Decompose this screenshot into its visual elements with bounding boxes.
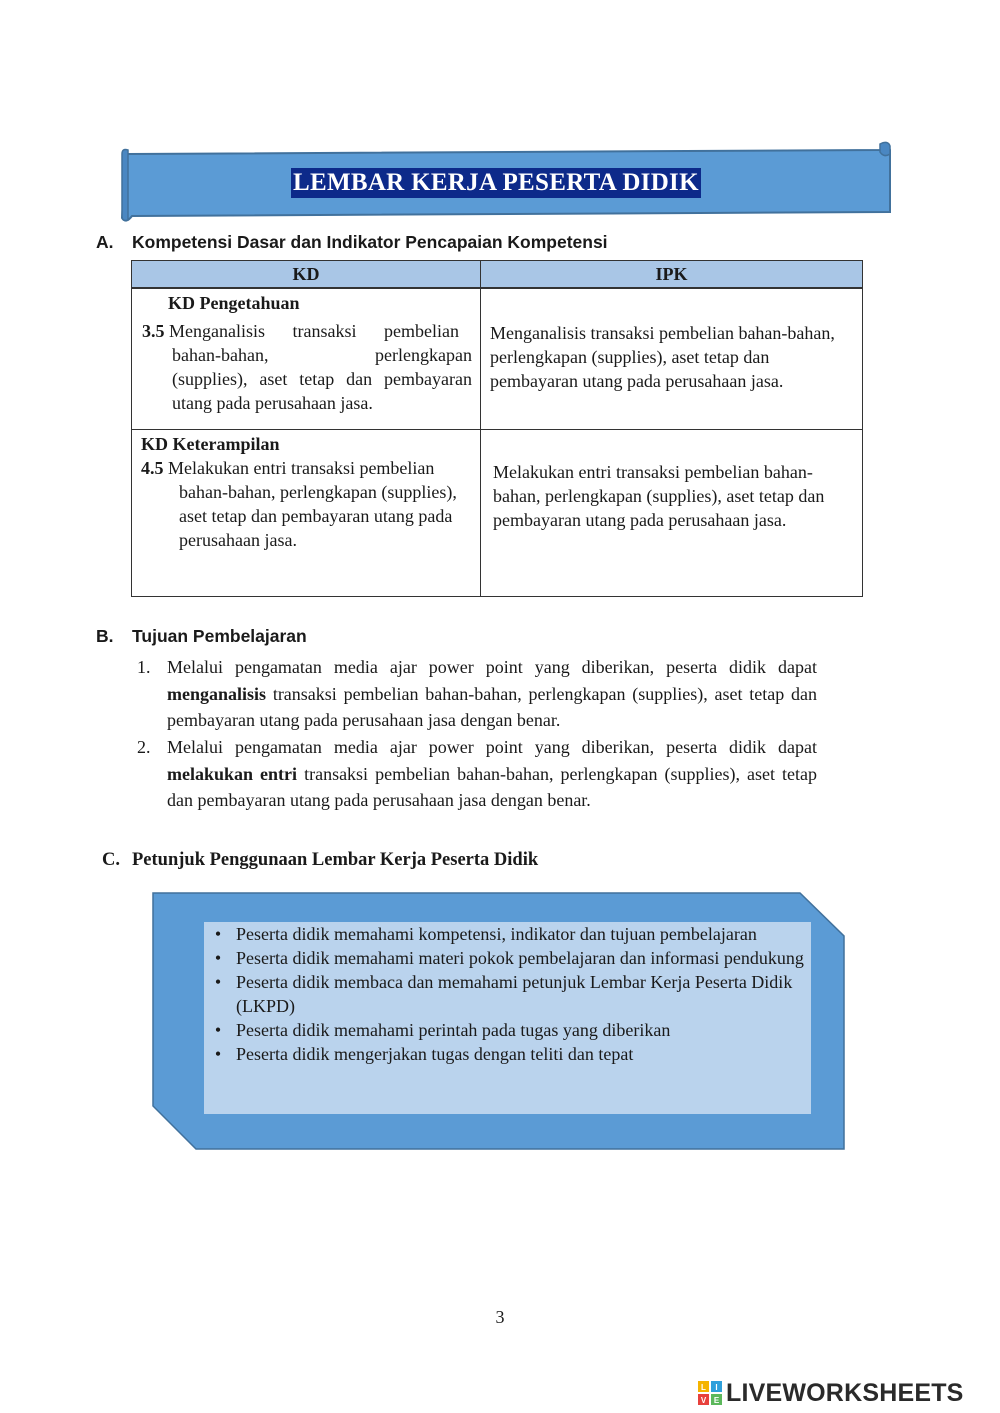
- logo-letter: I: [715, 1383, 718, 1392]
- kd-line: bahan-bahan, perlengkapan (supplies), aset tetap dan pembayaran utang pada perusahaan jasa.: [179, 482, 457, 550]
- header-ipk: IPK: [481, 261, 863, 289]
- logo-letter: L: [701, 1383, 706, 1392]
- ipk-cell-keterampilan: [481, 430, 863, 597]
- kd-line: (supplies), aset tetap dan pembayaran: [172, 369, 472, 389]
- goal-text-post: transaksi pembelian bahan-bahan, perlengkapan (supplies), aset tetap dan pembayaran utang pada perusahaan jasa dengan benar.: [167, 683, 818, 730]
- section-c-letter: C.: [102, 850, 120, 870]
- kd-item: [142, 319, 472, 415]
- bullet-icon: •: [214, 972, 222, 992]
- ipk-text: Melakukan entri transaksi pembelian bahan-bahan, perlengkapan (supplies), aset tetap dan pembayaran utang pada perusahaan jasa.: [493, 462, 825, 530]
- kd-line: bahan-bahan, perlengkapan: [172, 345, 472, 365]
- goal-number: 2.: [137, 737, 151, 757]
- kd-code: 3.5: [142, 321, 165, 341]
- list-item-text: Peserta didik memahami materi pokok pembelajaran dan informasi pendukung: [236, 948, 804, 968]
- kd-item: [141, 456, 473, 552]
- kd-title: KD Keterampilan: [141, 434, 280, 454]
- goal-text-bold: menganalisis: [167, 683, 267, 704]
- table-row: [132, 430, 863, 597]
- liveworksheets-text: LIVEWORKSHEETS: [726, 1379, 964, 1407]
- list-item: [204, 946, 811, 970]
- kd-line: utang pada perusahaan jasa.: [172, 393, 373, 413]
- bullet-icon: •: [214, 1044, 222, 1064]
- section-b-letter: B.: [96, 626, 114, 646]
- bullet-icon: •: [214, 924, 222, 944]
- kd-cell-keterampilan: [132, 430, 481, 597]
- kd-line: Menganalisis transaksi pembelian: [169, 321, 459, 341]
- goal-text-bold: melakukan entri: [167, 763, 298, 784]
- goal-item: [137, 734, 817, 814]
- logo-letter: V: [700, 1396, 707, 1405]
- table-header-row: [132, 261, 863, 289]
- header-kd: KD: [132, 261, 481, 289]
- logo-letter: E: [713, 1396, 720, 1405]
- bullet-icon: •: [214, 1020, 222, 1040]
- liveworksheets-watermark: [698, 1380, 964, 1406]
- ipk-text: Menganalisis transaksi pembelian bahan-bahan, perlengkapan (supplies), aset tetap dan pembayaran utang pada perusahaan jasa.: [490, 323, 835, 391]
- banner-title: LEMBAR KERJA PESERTA DIDIK: [293, 169, 699, 196]
- list-item: [204, 922, 811, 946]
- list-item-text: Peserta didik memahami perintah pada tugas yang diberikan: [236, 1020, 671, 1040]
- list-item: [204, 1018, 811, 1042]
- instruction-list-panel: [204, 922, 811, 1114]
- goal-text-pre: Melalui pengamatan media ajar power point yang diberikan, peserta didik dapat: [167, 737, 817, 757]
- section-a-heading: [96, 232, 608, 253]
- kd-title: KD Pengetahuan: [168, 293, 300, 313]
- goal-text-pre: Melalui pengamatan media ajar power point yang diberikan, peserta didik dapat: [167, 657, 817, 677]
- kd-code: 4.5: [141, 458, 164, 478]
- kd-ipk-table: [131, 260, 863, 597]
- section-b-heading: [96, 626, 307, 647]
- liveworksheets-logo-icon: [698, 1381, 722, 1405]
- section-b-title: Tujuan Pembelajaran: [132, 626, 307, 646]
- kd-line: Melakukan entri transaksi pembelian: [168, 458, 435, 478]
- section-a-title: Kompetensi Dasar dan Indikator Pencapaian Kompetensi: [132, 232, 608, 252]
- table-row: [132, 288, 863, 430]
- list-item: [204, 970, 811, 1018]
- kd-cell-pengetahuan: [132, 288, 481, 430]
- goal-item: [137, 654, 817, 734]
- list-item-text: Peserta didik membaca dan memahami petunjuk Lembar Kerja Peserta Didik (LKPD): [236, 972, 793, 1016]
- list-item: [204, 1042, 811, 1066]
- goal-text-post: transaksi pembelian bahan-bahan, perlengkapan (supplies), aset tetap dan pembayaran utang pada perusahaan jasa dengan benar.: [167, 763, 818, 810]
- instruction-list: [204, 922, 811, 1066]
- bullet-icon: •: [214, 948, 222, 968]
- list-item-text: Peserta didik mengerjakan tugas dengan teliti dan tepat: [236, 1044, 634, 1064]
- section-c-title: Petunjuk Penggunaan Lembar Kerja Peserta Didik: [132, 850, 539, 870]
- section-c-heading: [102, 850, 538, 871]
- goal-number: 1.: [137, 657, 151, 677]
- section-a-letter: A.: [96, 232, 114, 252]
- ipk-cell-pengetahuan: [481, 288, 863, 430]
- page-number: 3: [495, 1307, 505, 1327]
- list-item-text: Peserta didik memahami kompetensi, indikator dan tujuan pembelajaran: [236, 924, 757, 944]
